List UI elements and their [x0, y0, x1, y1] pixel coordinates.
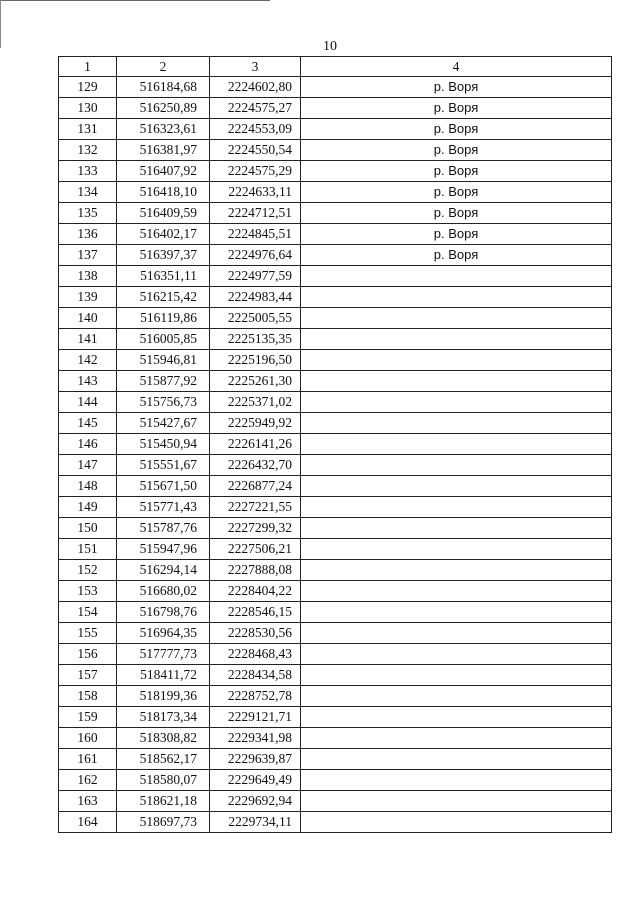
- table-row: [59, 602, 612, 623]
- description-cell: р. Воря: [301, 224, 612, 245]
- table-row: [59, 707, 612, 728]
- point-number-cell: 144: [59, 392, 117, 413]
- point-number-cell: 155: [59, 623, 117, 644]
- y-coordinate-cell: 2229341,98: [210, 728, 301, 749]
- top-rule: [0, 0, 270, 1]
- table-row: [59, 686, 612, 707]
- point-number-cell: 159: [59, 707, 117, 728]
- table-row: [59, 770, 612, 791]
- description-cell: [301, 707, 612, 728]
- y-coordinate-cell: 2229692,94: [210, 791, 301, 812]
- point-number-cell: 164: [59, 812, 117, 833]
- point-number-cell: 158: [59, 686, 117, 707]
- description-cell: [301, 581, 612, 602]
- x-coordinate-cell: 515551,67: [117, 455, 210, 476]
- table-row: [59, 182, 612, 203]
- description-cell: [301, 455, 612, 476]
- y-coordinate-cell: 2225949,92: [210, 413, 301, 434]
- table-row: [59, 266, 612, 287]
- table-row: [59, 644, 612, 665]
- point-number-cell: 136: [59, 224, 117, 245]
- x-coordinate-cell: 516215,42: [117, 287, 210, 308]
- x-coordinate-cell: 515946,81: [117, 350, 210, 371]
- description-cell: р. Воря: [301, 203, 612, 224]
- table-row: [59, 665, 612, 686]
- table-body: [59, 77, 612, 833]
- table-header: [59, 57, 612, 77]
- table-row: [59, 371, 612, 392]
- x-coordinate-cell: 516964,35: [117, 623, 210, 644]
- x-coordinate-cell: 516119,86: [117, 308, 210, 329]
- point-number-cell: 138: [59, 266, 117, 287]
- description-cell: [301, 371, 612, 392]
- y-coordinate-cell: 2229734,11: [210, 812, 301, 833]
- x-coordinate-cell: 518199,36: [117, 686, 210, 707]
- y-coordinate-cell: 2227221,55: [210, 497, 301, 518]
- table-row: [59, 413, 612, 434]
- y-coordinate-cell: 2224575,29: [210, 161, 301, 182]
- point-number-cell: 157: [59, 665, 117, 686]
- x-coordinate-cell: 517777,73: [117, 644, 210, 665]
- point-number-cell: 148: [59, 476, 117, 497]
- y-coordinate-cell: 2228404,22: [210, 581, 301, 602]
- x-coordinate-cell: 516680,02: [117, 581, 210, 602]
- point-number-cell: 151: [59, 539, 117, 560]
- table-row: [59, 749, 612, 770]
- table-row: [59, 287, 612, 308]
- y-coordinate-cell: 2224712,51: [210, 203, 301, 224]
- table-row: [59, 518, 612, 539]
- y-coordinate-cell: 2224550,54: [210, 140, 301, 161]
- point-number-cell: 154: [59, 602, 117, 623]
- description-cell: [301, 623, 612, 644]
- description-cell: р. Воря: [301, 245, 612, 266]
- x-coordinate-cell: 516294,14: [117, 560, 210, 581]
- point-number-cell: 133: [59, 161, 117, 182]
- description-cell: р. Воря: [301, 182, 612, 203]
- x-coordinate-cell: 516381,97: [117, 140, 210, 161]
- description-cell: [301, 644, 612, 665]
- y-coordinate-cell: 2224633,11: [210, 182, 301, 203]
- x-coordinate-cell: 516005,85: [117, 329, 210, 350]
- y-coordinate-cell: 2227299,32: [210, 518, 301, 539]
- description-cell: [301, 497, 612, 518]
- x-coordinate-cell: 516798,76: [117, 602, 210, 623]
- table-row: [59, 98, 612, 119]
- table-row: [59, 434, 612, 455]
- description-cell: [301, 665, 612, 686]
- description-cell: р. Воря: [301, 119, 612, 140]
- x-coordinate-cell: 515450,94: [117, 434, 210, 455]
- table-row: [59, 140, 612, 161]
- y-coordinate-cell: 2229649,49: [210, 770, 301, 791]
- y-coordinate-cell: 2227506,21: [210, 539, 301, 560]
- point-number-cell: 146: [59, 434, 117, 455]
- table-row: [59, 392, 612, 413]
- y-coordinate-cell: 2226877,24: [210, 476, 301, 497]
- y-coordinate-cell: 2224983,44: [210, 287, 301, 308]
- x-coordinate-cell: 515756,73: [117, 392, 210, 413]
- description-cell: [301, 791, 612, 812]
- description-cell: [301, 539, 612, 560]
- description-cell: р. Воря: [301, 98, 612, 119]
- x-coordinate-cell: 516402,17: [117, 224, 210, 245]
- x-coordinate-cell: 518621,18: [117, 791, 210, 812]
- point-number-cell: 156: [59, 644, 117, 665]
- point-number-cell: 142: [59, 350, 117, 371]
- x-coordinate-cell: 516418,10: [117, 182, 210, 203]
- y-coordinate-cell: 2228434,58: [210, 665, 301, 686]
- y-coordinate-cell: 2228468,43: [210, 644, 301, 665]
- y-coordinate-cell: 2229121,71: [210, 707, 301, 728]
- y-coordinate-cell: 2224575,27: [210, 98, 301, 119]
- column-header-1: 1: [59, 57, 117, 77]
- table-row: [59, 476, 612, 497]
- y-coordinate-cell: 2226432,70: [210, 455, 301, 476]
- point-number-cell: 162: [59, 770, 117, 791]
- point-number-cell: 131: [59, 119, 117, 140]
- x-coordinate-cell: 518580,07: [117, 770, 210, 791]
- table-row: [59, 77, 612, 98]
- left-margin-rule: [0, 0, 1, 48]
- point-number-cell: 141: [59, 329, 117, 350]
- description-cell: [301, 413, 612, 434]
- column-header-2: 2: [117, 57, 210, 77]
- description-cell: [301, 812, 612, 833]
- description-cell: [301, 518, 612, 539]
- table-row: [59, 455, 612, 476]
- y-coordinate-cell: 2225196,50: [210, 350, 301, 371]
- description-cell: [301, 350, 612, 371]
- point-number-cell: 134: [59, 182, 117, 203]
- table-row: [59, 812, 612, 833]
- table-row: [59, 245, 612, 266]
- table-row: [59, 203, 612, 224]
- point-number-cell: 150: [59, 518, 117, 539]
- description-cell: [301, 434, 612, 455]
- table-row: [59, 161, 612, 182]
- description-cell: [301, 392, 612, 413]
- table-row: [59, 560, 612, 581]
- x-coordinate-cell: 515671,50: [117, 476, 210, 497]
- point-number-cell: 153: [59, 581, 117, 602]
- description-cell: [301, 602, 612, 623]
- table-row: [59, 728, 612, 749]
- description-cell: [301, 728, 612, 749]
- y-coordinate-cell: 2225005,55: [210, 308, 301, 329]
- description-cell: [301, 329, 612, 350]
- point-number-cell: 140: [59, 308, 117, 329]
- point-number-cell: 163: [59, 791, 117, 812]
- y-coordinate-cell: 2225371,02: [210, 392, 301, 413]
- table-header-row: [59, 57, 612, 77]
- description-cell: р. Воря: [301, 161, 612, 182]
- description-cell: [301, 560, 612, 581]
- point-number-cell: 147: [59, 455, 117, 476]
- y-coordinate-cell: 2229639,87: [210, 749, 301, 770]
- x-coordinate-cell: 516397,37: [117, 245, 210, 266]
- table-row: [59, 308, 612, 329]
- x-coordinate-cell: 516351,11: [117, 266, 210, 287]
- x-coordinate-cell: 518411,72: [117, 665, 210, 686]
- x-coordinate-cell: 515947,96: [117, 539, 210, 560]
- table-row: [59, 224, 612, 245]
- point-number-cell: 161: [59, 749, 117, 770]
- table-row: [59, 623, 612, 644]
- table-row: [59, 329, 612, 350]
- point-number-cell: 149: [59, 497, 117, 518]
- x-coordinate-cell: 515787,76: [117, 518, 210, 539]
- point-number-cell: 152: [59, 560, 117, 581]
- point-number-cell: 132: [59, 140, 117, 161]
- point-number-cell: 137: [59, 245, 117, 266]
- x-coordinate-cell: 515771,43: [117, 497, 210, 518]
- table-row: [59, 119, 612, 140]
- x-coordinate-cell: 516323,61: [117, 119, 210, 140]
- y-coordinate-cell: 2224602,80: [210, 77, 301, 98]
- y-coordinate-cell: 2224977,59: [210, 266, 301, 287]
- description-cell: [301, 287, 612, 308]
- description-cell: [301, 308, 612, 329]
- x-coordinate-cell: 516184,68: [117, 77, 210, 98]
- x-coordinate-cell: 518173,34: [117, 707, 210, 728]
- column-header-3: 3: [210, 57, 301, 77]
- point-number-cell: 143: [59, 371, 117, 392]
- table-row: [59, 791, 612, 812]
- y-coordinate-cell: 2228530,56: [210, 623, 301, 644]
- y-coordinate-cell: 2227888,08: [210, 560, 301, 581]
- y-coordinate-cell: 2228752,78: [210, 686, 301, 707]
- description-cell: [301, 686, 612, 707]
- y-coordinate-cell: 2224976,64: [210, 245, 301, 266]
- column-header-4: 4: [301, 57, 612, 77]
- description-cell: [301, 749, 612, 770]
- table-row: [59, 497, 612, 518]
- x-coordinate-cell: 516409,59: [117, 203, 210, 224]
- table-row: [59, 539, 612, 560]
- description-cell: [301, 476, 612, 497]
- description-cell: [301, 770, 612, 791]
- y-coordinate-cell: 2228546,15: [210, 602, 301, 623]
- point-number-cell: 130: [59, 98, 117, 119]
- table-row: [59, 581, 612, 602]
- y-coordinate-cell: 2224553,09: [210, 119, 301, 140]
- point-number-cell: 139: [59, 287, 117, 308]
- y-coordinate-cell: 2224845,51: [210, 224, 301, 245]
- point-number-cell: 129: [59, 77, 117, 98]
- description-cell: р. Воря: [301, 140, 612, 161]
- y-coordinate-cell: 2226141,26: [210, 434, 301, 455]
- point-number-cell: 145: [59, 413, 117, 434]
- x-coordinate-cell: 518308,82: [117, 728, 210, 749]
- x-coordinate-cell: 515427,67: [117, 413, 210, 434]
- x-coordinate-cell: 516407,92: [117, 161, 210, 182]
- description-cell: [301, 266, 612, 287]
- y-coordinate-cell: 2225135,35: [210, 329, 301, 350]
- point-number-cell: 160: [59, 728, 117, 749]
- table-row: [59, 350, 612, 371]
- x-coordinate-cell: 518697,73: [117, 812, 210, 833]
- x-coordinate-cell: 515877,92: [117, 371, 210, 392]
- description-cell: р. Воря: [301, 77, 612, 98]
- x-coordinate-cell: 516250,89: [117, 98, 210, 119]
- coordinates-table: [58, 56, 612, 833]
- y-coordinate-cell: 2225261,30: [210, 371, 301, 392]
- x-coordinate-cell: 518562,17: [117, 749, 210, 770]
- point-number-cell: 135: [59, 203, 117, 224]
- page-number: 10: [323, 39, 337, 54]
